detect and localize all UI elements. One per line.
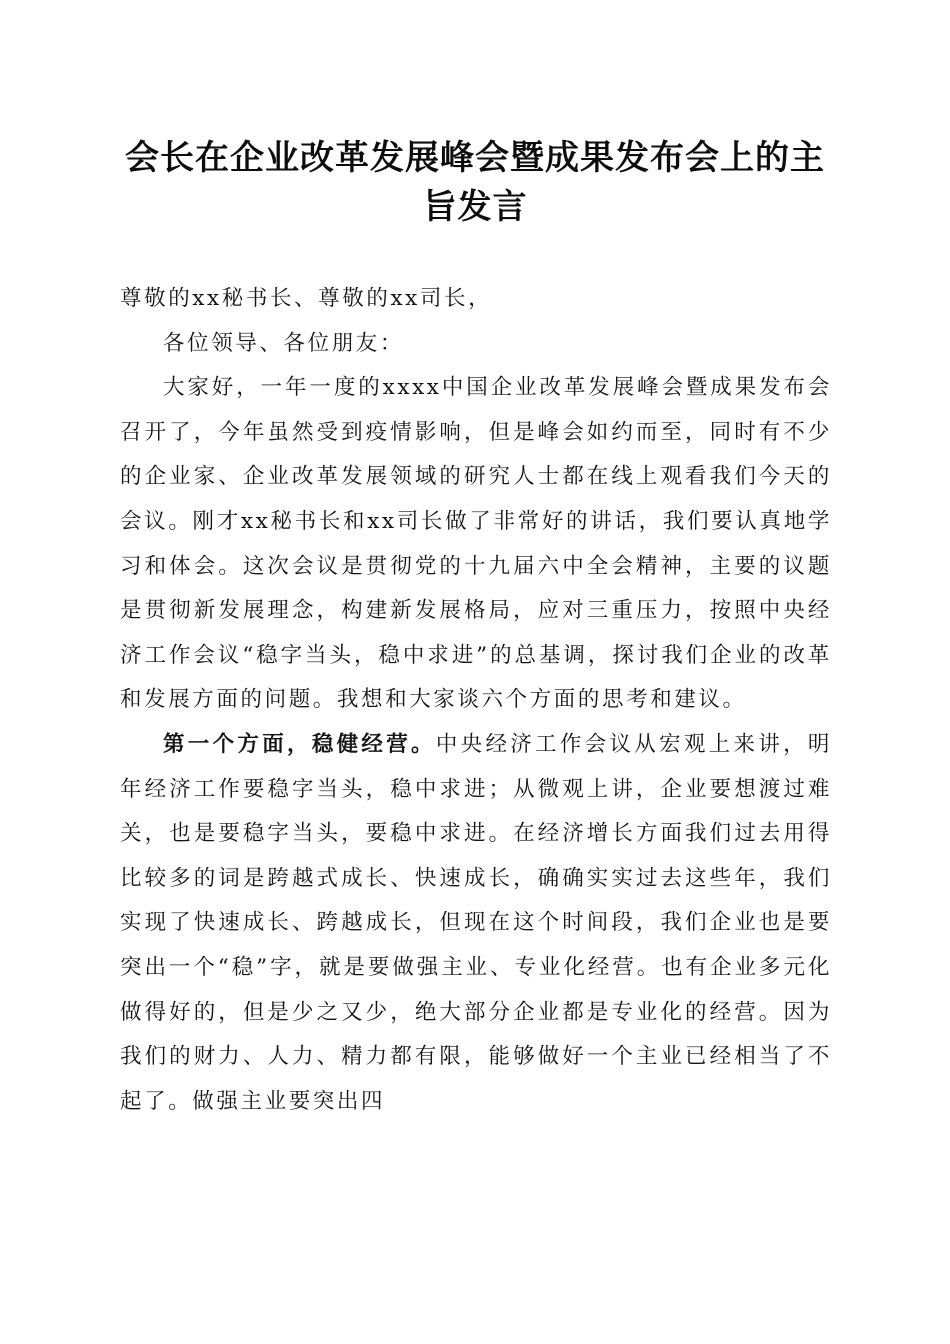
paragraph-lead: 第一个方面，稳健经营。 [163,731,436,757]
paragraph-text: 中央经济工作会议从宏观上来讲，明年经济工作要稳字当头，稳中求进；从微观上讲，企业要想渡过难关，也是要稳字当头，要稳中求进。在经济增长方面我们过去用得比较多的词是跨越式成长、快速成长，确确实实过去这些年，我们实现了快速成长、跨越成长，但现在这个时间段，我们企业也是要突出一个“稳”字，就是要做强主业、专业化经营。也有企业多元化做得好的，但是少之又少，绝大部分企业都是专业化的经营。因为我们的财力、人力、精力都有限，能够做好一个主业已经相当了不起了。做强主业要突出四 [120,731,832,1114]
greeting: 各位领导、各位朋友： [163,330,405,356]
paragraph-text: 大家好，一年一度的xxxx中国企业改革发展峰会暨成果发布会召开了，今年虽然受到疫情影响，但是峰会如约而至，同时有不少的企业家、企业改革发展领域的研究人士都在线上观看我们今天的会议。刚才xx秘书长和xx司长做了非常好的讲话，我们要认真地学习和体会。这次会议是贯彻党的十九届六中全会精神，主要的议题是贯彻新发展理念，构建新发展格局，应对三重压力，按照中央经济工作会议“稳字当头，稳中求进”的总基调，探讨我们企业的改革和发展方面的问题。我想和大家谈六个方面的思考和建议。 [120,375,832,713]
document-body [120,277,832,1124]
paragraph-opening [120,366,832,723]
salutation: 尊敬的xx秘书长、尊敬的xx司长， [120,286,493,311]
paragraph-section-one [120,723,832,1124]
document-title: 会长在企业改革发展峰会暨成果发布会上的主旨发言 [125,138,825,227]
